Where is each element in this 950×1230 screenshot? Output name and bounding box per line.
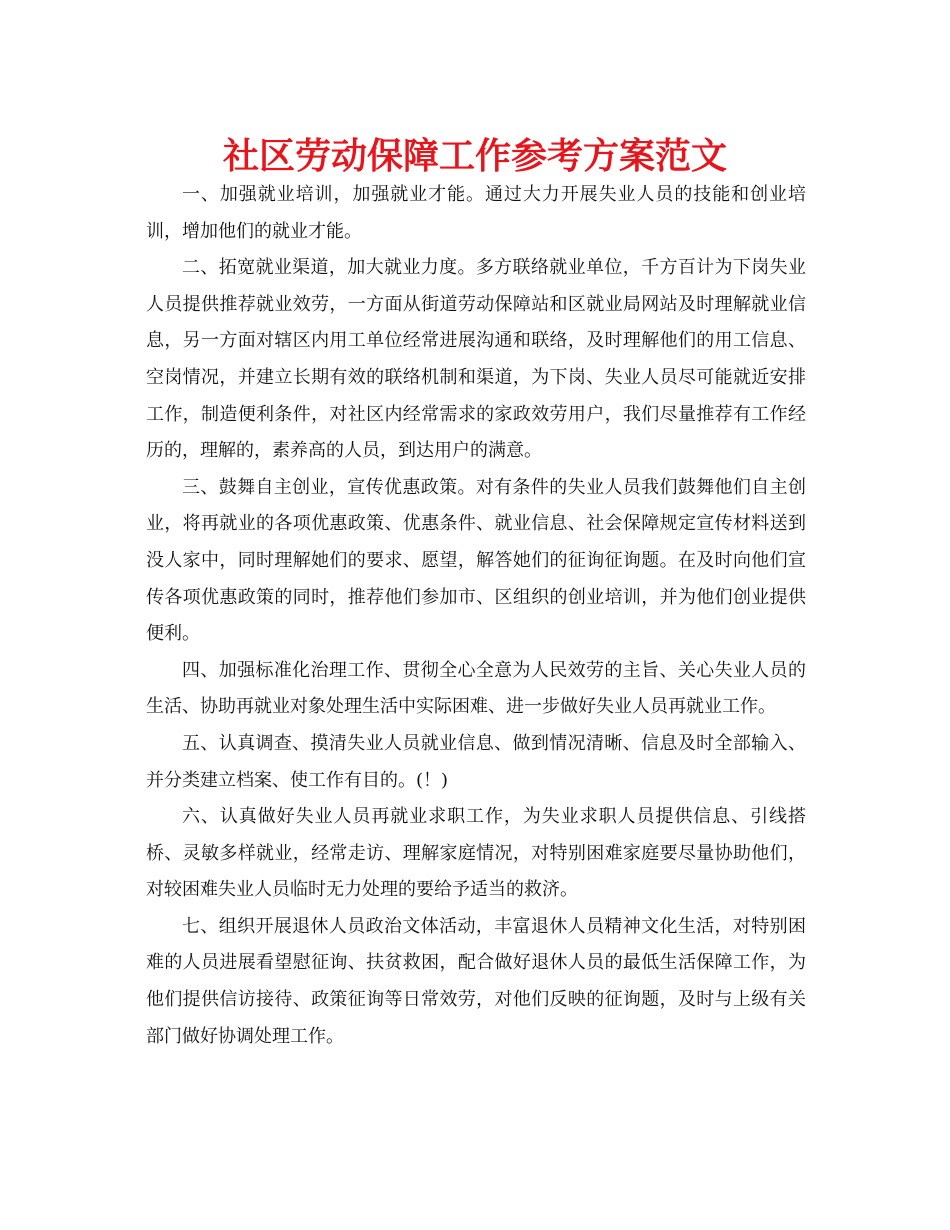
paragraph-5: 五、认真调查、摸清失业人员就业信息、做到情况清晰、信息及时全部输入、并分类建立档案、使工作有目的。(！)	[146, 732, 806, 791]
paragraph-7: 七、组织开展退休人员政治文体活动，丰富退休人员精神文化生活，对特别困难的人员进展看望慰征询、扶贫救困，配合做好退休人员的最低生活保障工作，为他们提供信访接待、政策征询等日常效劳，对他们反映的征询题，及时与上级有关部门做好协调处理工作。	[146, 915, 806, 1047]
paragraph-4: 四、加强标准化治理工作、贯彻全心全意为人民效劳的主旨、关心失业人员的生活、协助再就业对象处理生活中实际困难、进一步做好失业人员再就业工作。	[146, 659, 806, 718]
paragraph-6: 六、认真做好失业人员再就业求职工作，为失业求职人员提供信息、引线搭桥、灵敏多样就业，经常走访、理解家庭情况，对特别困难家庭要尽量协助他们，对较困难失业人员临时无力处理的要给予适当的救济。	[146, 806, 806, 901]
paragraph-1: 一、加强就业培训，加强就业才能。通过大力开展失业人员的技能和创业培训，增加他们的就业才能。	[146, 184, 806, 242]
paragraph-3: 三、鼓舞自主创业，宣传优惠政策。对有条件的失业人员我们鼓舞他们自主创业，将再就业的各项优惠政策、优惠条件、就业信息、社会保障规定宣传材料送到没人家中，同时理解她们的要求、愿望，解答她们的征询征询题。在及时向他们宣传各项优惠政策的同时，推荐他们参加市、区组织的创业培训，并为他们创业提供便利。	[146, 476, 806, 645]
document-body	[146, 177, 806, 1055]
paragraph-2: 二、拓宽就业渠道，加大就业力度。多方联络就业单位，千方百计为下岗失业人员提供推荐就业效劳，一方面从街道劳动保障站和区就业局网站及时理解就业信息，另一方面对辖区内用工单位经常进展沟通和联络，及时理解他们的用工信息、空岗情况，并建立长期有效的联络机制和渠道，为下岗、失业人员尽可能就近安排工作，制造便利条件，对社区内经常需求的家政效劳用户，我们尽量推荐有工作经历的，理解的，素养高的人员，到达用户的满意。	[146, 257, 806, 462]
document-title: 社区劳动保障工作参考方案范文	[222, 136, 727, 177]
